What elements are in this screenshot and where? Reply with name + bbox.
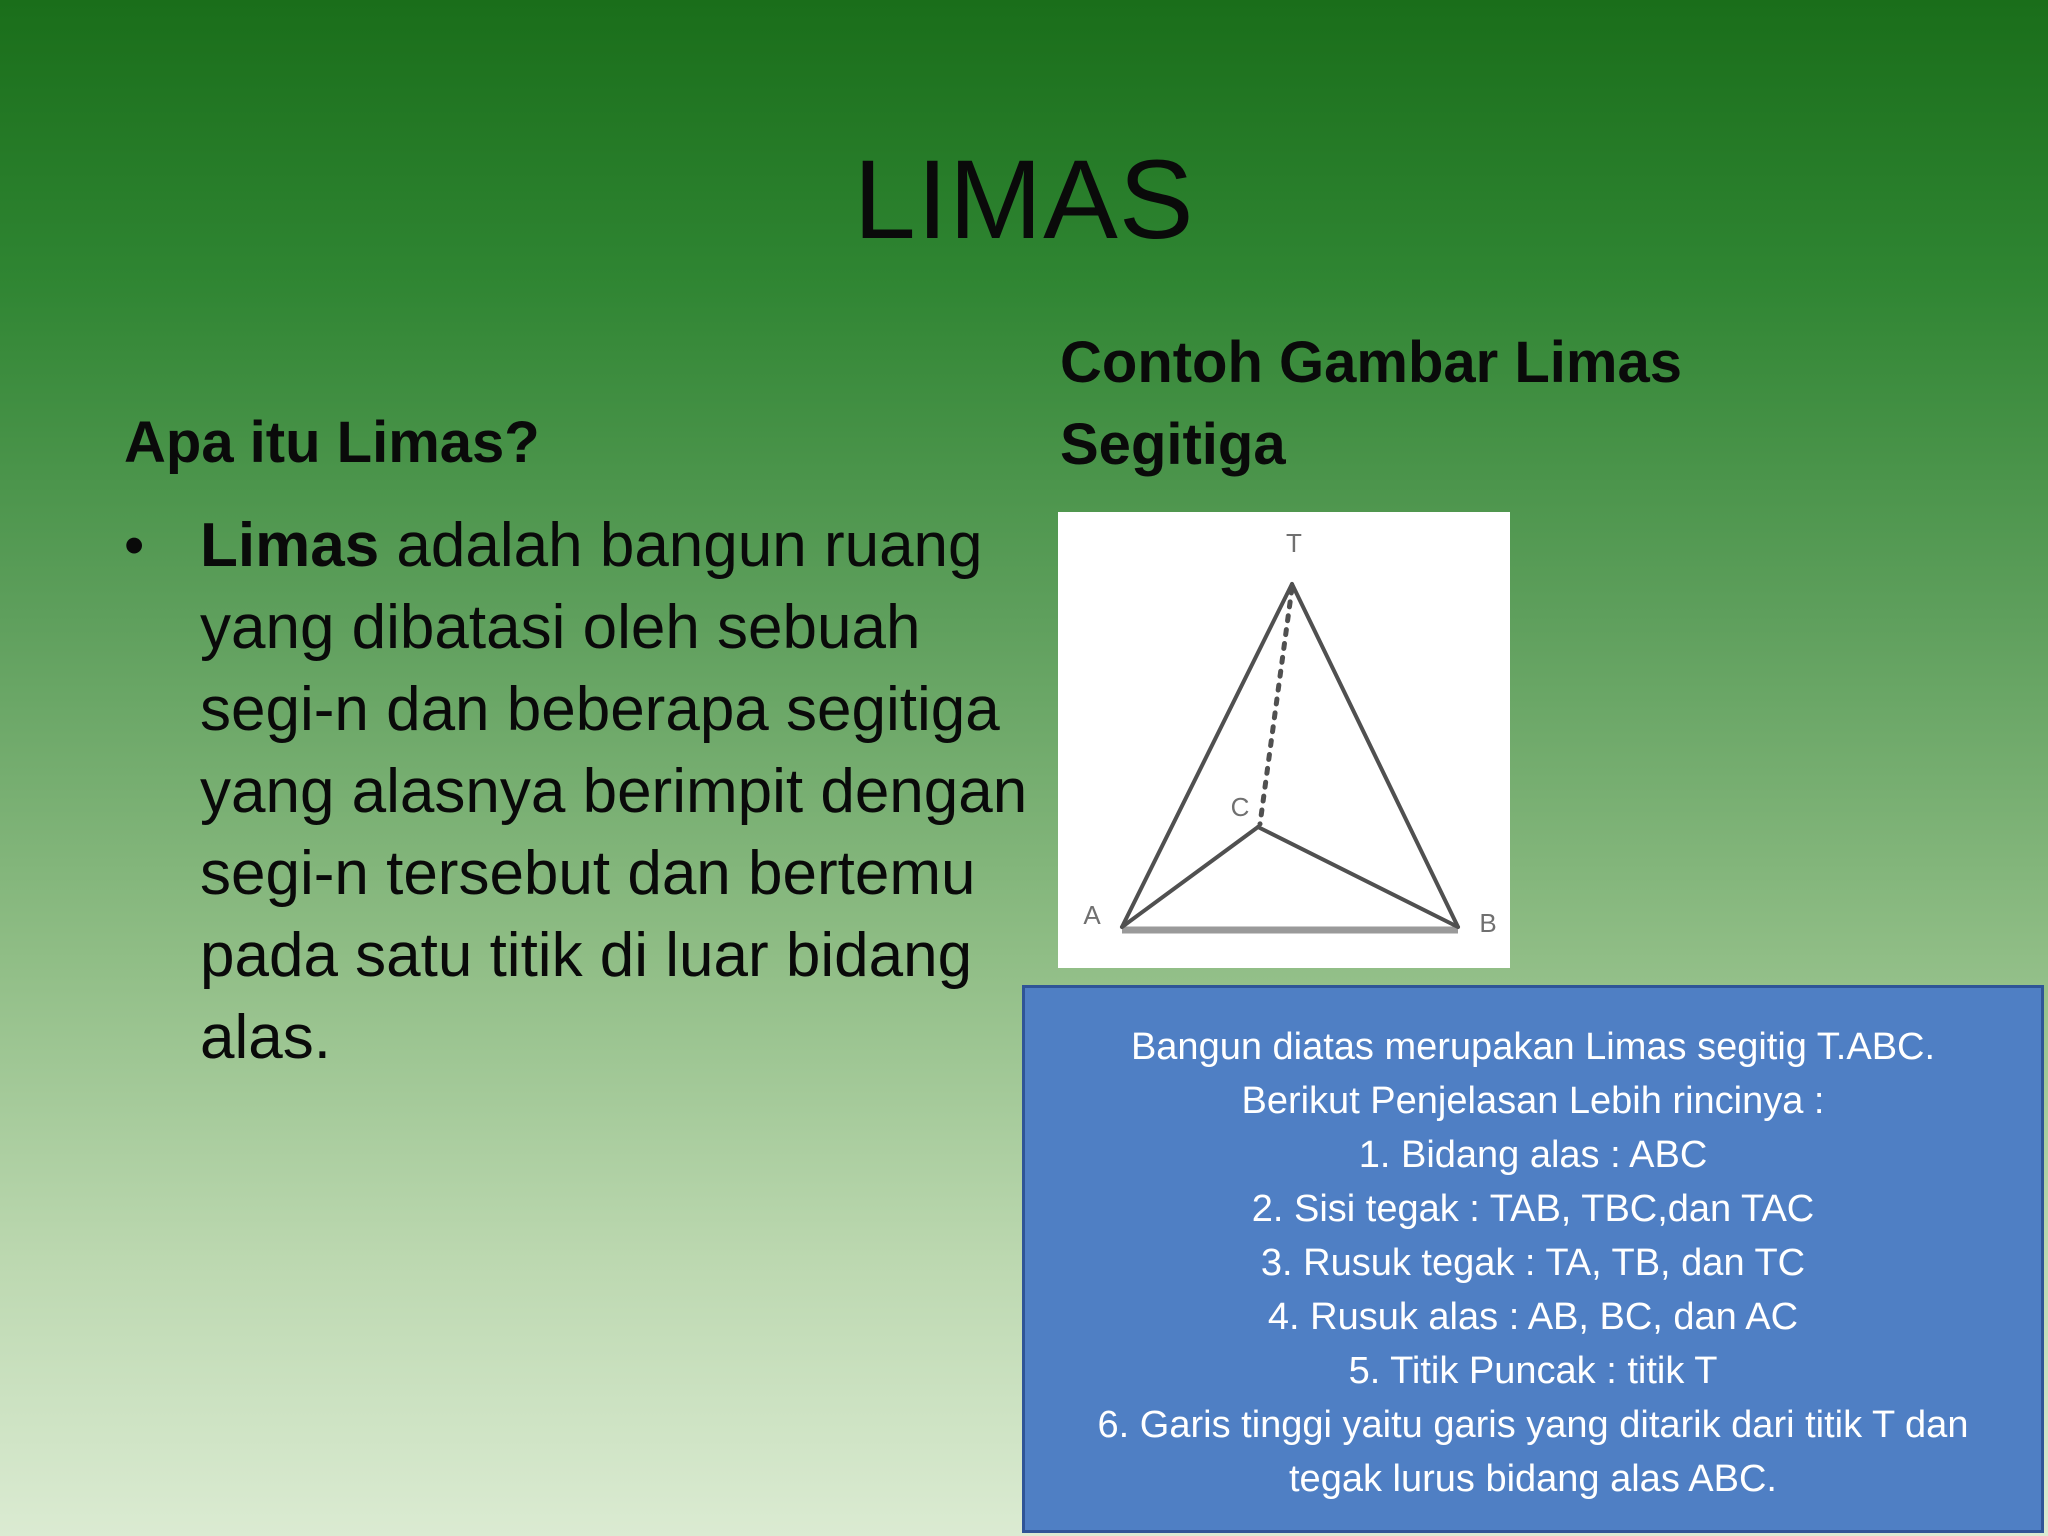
label-b: B [1479,908,1497,938]
info-line: 6. Garis tinggi yaitu garis yang ditarik dari titik T dan [1097,1404,1969,1446]
right-heading-line2: Segitiga [1060,412,1286,477]
definition-term: Limas [200,511,380,580]
bullet-dot-icon: • [124,513,145,578]
edge-ta [1122,584,1292,927]
info-line: Berikut Penjelasan Lebih rincinya : [1241,1080,1825,1122]
info-line: 5. Titik Puncak : titik T [1348,1350,1718,1392]
edge-ac [1122,827,1258,927]
info-line: 2. Sisi tegak : TAB, TBC,dan TAC [1251,1188,1815,1230]
slide-title: LIMAS [853,137,1195,262]
info-box [1022,985,2044,1533]
right-heading [1060,322,1760,486]
pyramid-diagram [1058,512,1510,968]
right-heading-line1: Contoh Gambar Limas [1060,330,1682,395]
info-line: Bangun diatas merupakan Limas segitig T.ABC. [1130,1026,1936,1068]
info-line: 4. Rusuk alas : AB, BC, dan AC [1267,1296,1799,1338]
label-a: A [1083,900,1101,930]
left-heading: Apa itu Limas? [124,410,540,475]
edge-tb [1292,584,1458,927]
definition-body: adalah bangun ruang yang dibatasi oleh sebuah segi-n dan beberapa segitiga yang alasnya berimpit dengan segi-n tersebut dan bertemu pada satu titik di luar bidang alas. [200,511,1028,1072]
label-t: T [1286,528,1302,558]
edge-tc-dotted [1260,588,1292,824]
pyramid-figure [1058,512,1510,968]
info-line: 3. Rusuk tegak : TA, TB, dan TC [1260,1242,1806,1284]
edge-cb [1258,827,1458,927]
info-line: tegak lurus bidang alas ABC. [1289,1458,1777,1500]
label-c: C [1230,792,1250,822]
definition-text [200,505,1030,1079]
info-line: 1. Bidang alas : ABC [1358,1134,1708,1176]
